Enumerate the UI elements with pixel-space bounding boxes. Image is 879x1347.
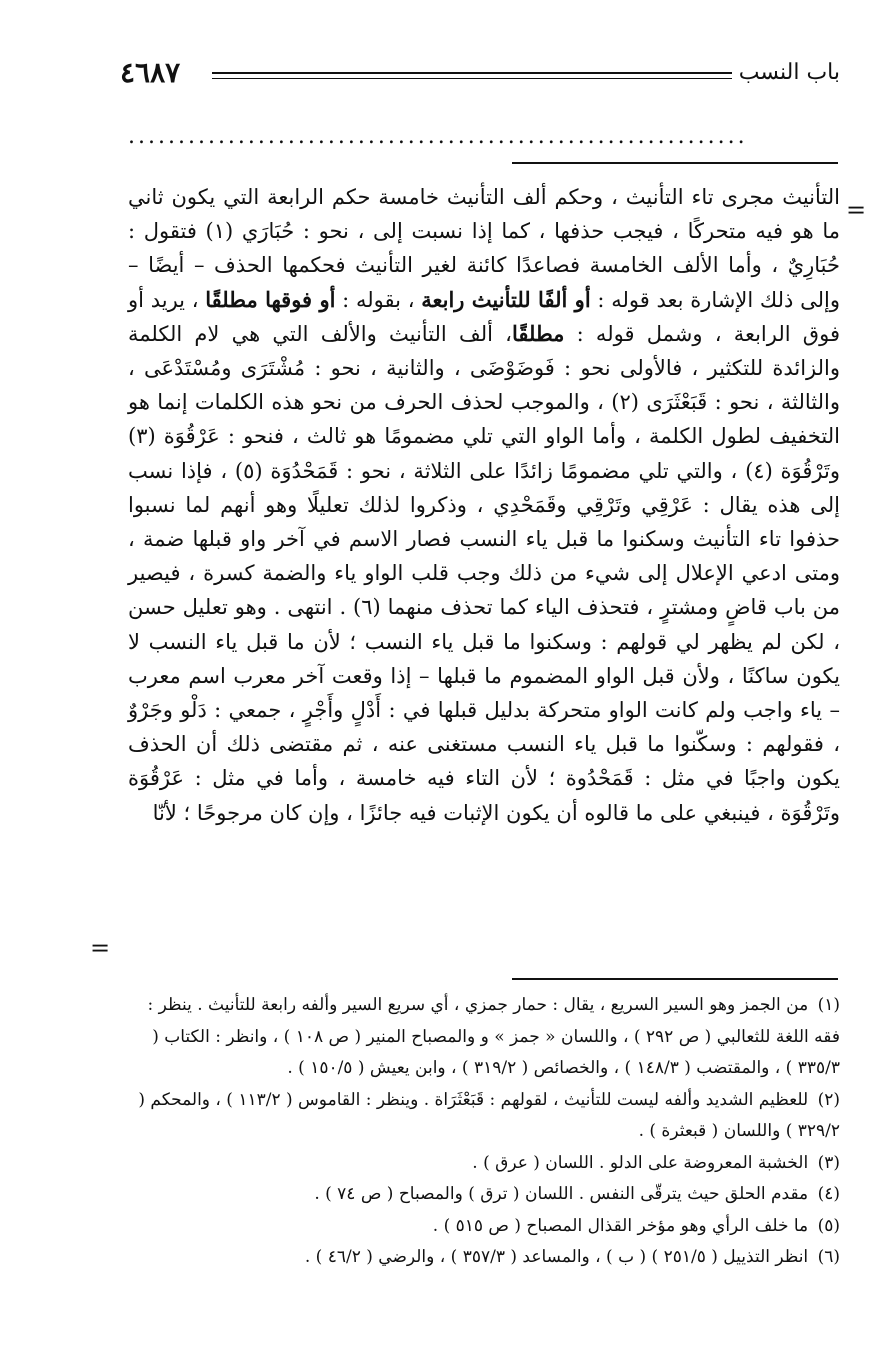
footnote-6: [120, 1242, 840, 1274]
footnote-2: [120, 1085, 840, 1148]
bold-phrase-3: مطلقًا: [511, 320, 565, 346]
footnote-3: [120, 1148, 840, 1180]
footnote-number: (٦): [817, 1247, 840, 1267]
main-text: [128, 180, 840, 830]
page-header: [120, 56, 840, 96]
page-number: ٤٦٨٧: [120, 56, 181, 89]
footnote-number: (١): [817, 995, 840, 1015]
bold-phrase-2: أو فوقها مطلقًا: [205, 286, 336, 312]
footnote-1: [120, 990, 840, 1085]
footnotes: [120, 990, 840, 1274]
footnote-text: من الجمز وهو السير السريع ، يقال : حمار جمزي ، أي سريع السير وألفه رابعة للتأنيث . ينظر : فقه اللغة للثعالبي ( ص ٢٩٢ ) ، واللسان « جمز » و والمصباح المنير ( ص ١٠٨ ) ، وانظر : الكتاب ( ٣٣٥/٣ ) ، والمقتضب ( ١٤٨/٣ ) ، والخصائص ( ٣١٩/٢ ) ، وابن يعيش ( ١٥٠/٥ ) .: [147, 995, 840, 1078]
footnote-number: (٢): [817, 1089, 840, 1110]
header-rule-thin: [212, 78, 732, 79]
continuation-mark-left: =: [90, 934, 111, 962]
footnote-number: (٤): [817, 1184, 840, 1204]
footnote-5: [120, 1211, 840, 1243]
footnote-number: (٥): [817, 1215, 840, 1236]
footnote-4: [120, 1179, 840, 1211]
top-rule: [512, 162, 838, 164]
dotted-separator: ..............................................................: [128, 124, 748, 149]
footnote-text: مقدم الحلق حيث يترقّى النفس . اللسان ( ترق ) والمصباح ( ص ٧٤ ) .: [314, 1184, 809, 1204]
footnote-text: انظر التذييل ( ٢٥١/٥ ) ( ب ) ، والمساعد ( ٣٥٧/٣ ) ، والرضي ( ٤٦/٢ ) .: [304, 1247, 809, 1267]
main-text-part1: التأنيث مجرى تاء التأنيث ، وحكم ألف التأنيث خامسة حكم الرابعة التي يكون ثاني ما هو فيه متحركًا ، فيجب حذفها ، كما إذا نسبت إلى ، نحو : حُبَارَي (١) فتقول : حُبَارِيٌ ، وأما الألف الخامسة فصاعدًا كائنة لغير التأنيث فحكمها الحذف – أيضًا – وإلى ذلك الإشارة بعد قوله :: [128, 185, 840, 312]
footnote-text: ما خلف الرأي وهو مؤخر القذال المصباح ( ص ٥١٥ ) .: [432, 1215, 809, 1236]
footnote-rule: [512, 978, 838, 980]
main-text-part4: ، ألف التأنيث والألف التي هي لام الكلمة والزائدة للتكثير ، فالأولى نحو : فَوضَوْضَى ، والثانية ، نحو : مُشْتَرَى ومُسْتَدْعَى ، والثالثة ، نحو : قَبَعْثَرَى (٢) ، والموجب لحذف الحرف من نحو هذه الكلمات إنما هو التخفيف لطول الكلمة ، وأما الواو التي تلي مضمومًا هو ثالث ، فنحو : عَرْقُوَة (٣) وتَرْقُوَة (٤) ، والتي تلي مضمومًا زائدًا على الثلاثة ، نحو : قَمَحْدُوَة (٥) ، فإذا نسب إلى هذه يقال : عَرْقِي وتَرْقِي وقَمَحْدِي ، وذكروا لذلك تعليلًا وهو أنهم لما نسبوا حذفوا تاء التأنيث وسكنوا ما قبل ياء النسب فصار الاسم في آخر واو قبلها ضمة ، ومتى ادعي الإعلال إلى شيء من ذلك وجب قلب الواو ياء والضمة كسرة ، فيصير من باب قاضٍ ومشترٍ ، فتحذف الياء كما تحذف منهما (٦) . انتهى . وهو تعليل حسن ، لكن لم يظهر لي قولهم : وسكنوا ما قبل ياء النسب ؛ لأن ما قبل ياء النسب لا يكون ساكنًا ، ولأن قبل الواو المضموم ما قبلها – إذا وقعت آخر معرب اسم معرب – ياء واجب ولم كانت الواو متحركة بدليل قبلها في : أَدْلٍ وأَجْرٍ ، جمعي : دَلْو وجَرْوٌ ، فقولهم : وسكّنوا ما قبل ياء النسب مستغنى عنه ، ثم مقتضى ذلك أن الحذف يكون واجبًا في مثل : قَمَحْدُوة ؛ لأن التاء فيه خامسة ، وأما في مثل : عَرْقُوَة وتَرْقُوَة ، فينبغي على ما قالوه أن يكون الإثبات فيه جائزًا ، وإن كان مرجوحًا ؛ لأنّا: [128, 321, 840, 825]
footnote-text: للعظيم الشديد وألفه ليست للتأنيث ، لقولهم : قَبَعْثَرَاة . وينظر : القاموس ( ١١٣/٢ ) ، والمحكم ( ٣٢٩/٢ ) واللسان ( قبعثرة ) .: [138, 1089, 840, 1141]
chapter-title: باب النسب: [738, 60, 840, 85]
continuation-mark-right: =: [846, 196, 867, 224]
main-text-part2: ، بقوله :: [335, 287, 422, 312]
footnote-text: الخشبة المعروضة على الدلو . اللسان ( عرق ) .: [472, 1152, 809, 1173]
bold-phrase-1: أو ألفًا للتأنيث رابعة: [421, 286, 591, 312]
main-text-part3: ، يريد أو فوق الرابعة ، وشمل قوله :: [128, 287, 840, 346]
header-rule: [212, 72, 732, 74]
footnote-number: (٣): [817, 1152, 840, 1173]
